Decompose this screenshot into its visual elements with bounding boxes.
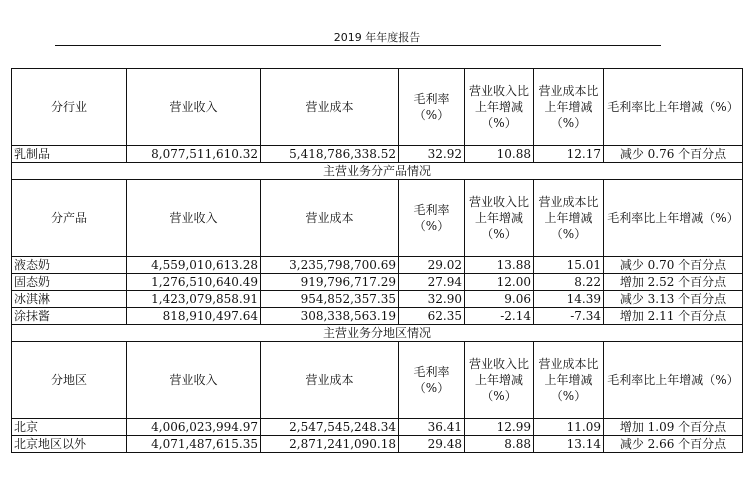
row-label: 涂抹酱 — [12, 308, 127, 325]
revenue-cell: 8,077,511,610.32 — [127, 146, 261, 163]
revenue-change-cell: -2.14 — [465, 308, 534, 325]
cost-change-cell: 13.14 — [534, 436, 604, 453]
cost-change-cell: -7.34 — [534, 308, 604, 325]
section-title: 主营业务分地区情况 — [12, 325, 743, 342]
margin-cell: 32.92 — [399, 146, 465, 163]
revenue-cell: 1,276,510,640.49 — [127, 274, 261, 291]
header-cost-change: 营业成本比上年增减（%） — [534, 342, 604, 419]
revenue-cell: 818,910,497.64 — [127, 308, 261, 325]
row-label: 乳制品 — [12, 146, 127, 163]
revenue-change-cell: 12.00 — [465, 274, 534, 291]
cost-cell: 5,418,786,338.52 — [261, 146, 399, 163]
table-row — [12, 146, 743, 163]
margin-cell: 29.02 — [399, 257, 465, 274]
margin-change-cell: 减少 3.13 个百分点 — [604, 291, 743, 308]
row-label: 北京地区以外 — [12, 436, 127, 453]
table-row — [12, 257, 743, 274]
revenue-change-cell: 13.88 — [465, 257, 534, 274]
section-title: 主营业务分产品情况 — [12, 163, 743, 180]
header-margin-change: 毛利率比上年增减（%） — [604, 69, 743, 146]
header-margin-change: 毛利率比上年增减（%） — [604, 180, 743, 257]
header-cost-change: 营业成本比上年增减（%） — [534, 180, 604, 257]
cost-change-cell: 11.09 — [534, 419, 604, 436]
cost-change-cell: 15.01 — [534, 257, 604, 274]
cost-change-cell: 12.17 — [534, 146, 604, 163]
revenue-change-cell: 10.88 — [465, 146, 534, 163]
cost-change-cell: 8.22 — [534, 274, 604, 291]
header-category: 分地区 — [12, 342, 127, 419]
table-row — [12, 436, 743, 453]
cost-change-cell: 14.39 — [534, 291, 604, 308]
header-revenue-change: 营业收入比上年增减（%） — [465, 342, 534, 419]
table-row — [12, 291, 743, 308]
margin-cell: 62.35 — [399, 308, 465, 325]
header-margin: 毛利率（%） — [399, 180, 465, 257]
header-revenue: 营业收入 — [127, 342, 261, 419]
cost-cell: 308,338,563.19 — [261, 308, 399, 325]
revenue-change-cell: 12.99 — [465, 419, 534, 436]
report-title: 2019 年年度报告 — [333, 31, 421, 44]
header-revenue: 营业收入 — [127, 69, 261, 146]
header-cost-change: 营业成本比上年增减（%） — [534, 69, 604, 146]
cost-cell: 2,547,545,248.34 — [261, 419, 399, 436]
table-body — [12, 69, 743, 453]
row-label: 北京 — [12, 419, 127, 436]
cost-cell: 3,235,798,700.69 — [261, 257, 399, 274]
table-row — [12, 274, 743, 291]
header-revenue: 营业收入 — [127, 180, 261, 257]
main-business-table — [11, 68, 743, 453]
margin-change-cell: 减少 2.66 个百分点 — [604, 436, 743, 453]
margin-cell: 29.48 — [399, 436, 465, 453]
header-cost: 营业成本 — [261, 342, 399, 419]
header-row — [12, 69, 743, 146]
margin-cell: 27.94 — [399, 274, 465, 291]
revenue-change-cell: 9.06 — [465, 291, 534, 308]
header-margin: 毛利率（%） — [399, 69, 465, 146]
header-category: 分行业 — [12, 69, 127, 146]
row-label: 液态奶 — [12, 257, 127, 274]
row-label: 固态奶 — [12, 274, 127, 291]
table-row — [12, 308, 743, 325]
cost-cell: 954,852,357.35 — [261, 291, 399, 308]
revenue-cell: 4,559,010,613.28 — [127, 257, 261, 274]
margin-cell: 32.90 — [399, 291, 465, 308]
header-cost: 营业成本 — [261, 180, 399, 257]
margin-change-cell: 减少 0.70 个百分点 — [604, 257, 743, 274]
title-divider — [55, 45, 661, 46]
section-title-row — [12, 325, 743, 342]
table-row — [12, 419, 743, 436]
margin-change-cell: 增加 1.09 个百分点 — [604, 419, 743, 436]
header-revenue-change: 营业收入比上年增减（%） — [465, 180, 534, 257]
revenue-cell: 4,006,023,994.97 — [127, 419, 261, 436]
margin-change-cell: 增加 2.11 个百分点 — [604, 308, 743, 325]
cost-cell: 919,796,717.29 — [261, 274, 399, 291]
header-cost: 营业成本 — [261, 69, 399, 146]
header-row — [12, 180, 743, 257]
section-title-row — [12, 163, 743, 180]
header-margin-change: 毛利率比上年增减（%） — [604, 342, 743, 419]
header-margin: 毛利率（%） — [399, 342, 465, 419]
revenue-cell: 1,423,079,858.91 — [127, 291, 261, 308]
header-revenue-change: 营业收入比上年增减（%） — [465, 69, 534, 146]
margin-change-cell: 增加 2.52 个百分点 — [604, 274, 743, 291]
header-category: 分产品 — [12, 180, 127, 257]
margin-cell: 36.41 — [399, 419, 465, 436]
revenue-cell: 4,071,487,615.35 — [127, 436, 261, 453]
cost-cell: 2,871,241,090.18 — [261, 436, 399, 453]
margin-change-cell: 减少 0.76 个百分点 — [604, 146, 743, 163]
revenue-change-cell: 8.88 — [465, 436, 534, 453]
row-label: 冰淇淋 — [12, 291, 127, 308]
header-row — [12, 342, 743, 419]
